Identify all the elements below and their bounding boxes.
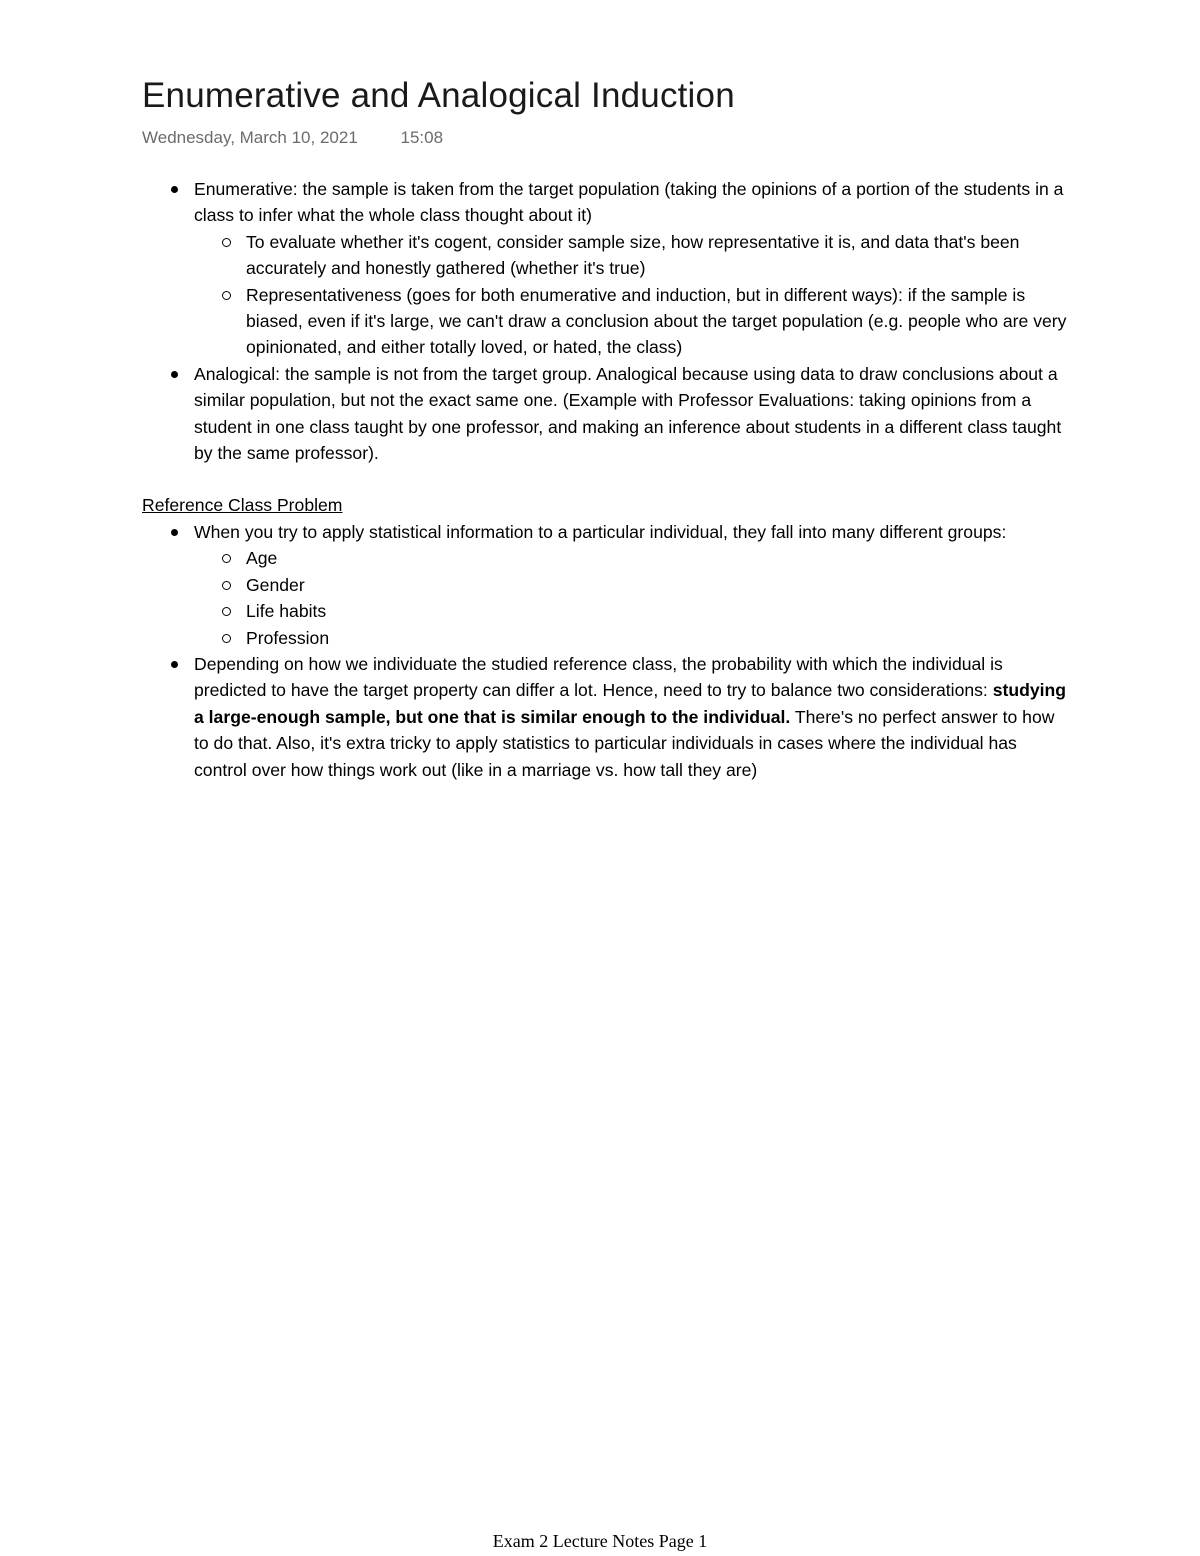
sublist-item-text: Gender	[246, 574, 305, 595]
sublist-item-text: Life habits	[246, 601, 327, 622]
groups-sublist	[194, 545, 1072, 651]
hollow-bullet-icon	[222, 581, 231, 590]
list-item-statistical-info	[142, 519, 1072, 651]
sublist-item-age	[194, 545, 1072, 571]
list-item-text-after: There's no perfect answer to how to do that. Also, it's extra tricky to apply statistics to particular individuals in cases where the individual has control over how things work out (like in a marriage vs. how tall they are)	[194, 706, 1055, 780]
page-timestamp	[142, 127, 443, 149]
list-item-analogical	[142, 361, 1072, 467]
section-heading-reference-class: Reference Class Problem	[142, 495, 343, 516]
list-item-text: Analogical: the sample is not from the target group. Analogical because using data to draw conclusions about a similar population, but not the exact same one. (Example with Professor Evaluations: taking opinions from a student in one class taught by one professor, and making an inference about students in a different class taught by the same professor).	[194, 363, 1062, 464]
hollow-bullet-icon	[222, 291, 231, 300]
hollow-bullet-icon	[222, 607, 231, 616]
hollow-bullet-icon	[222, 634, 231, 643]
sublist-item-text: Age	[246, 548, 278, 569]
filled-bullet-icon	[171, 186, 178, 193]
sublist-item-life-habits	[194, 598, 1072, 624]
list-item-enumerative	[142, 176, 1072, 361]
reference-class-list	[142, 519, 1072, 783]
sublist-item-profession	[194, 625, 1072, 651]
sublist-item-representativeness	[194, 282, 1072, 361]
list-item-text-before: Depending on how we individuate the studied reference class, the probability with which the individual is predicted to have the target property can differ a lot. Hence, need to try to balance two considerations:	[194, 653, 1003, 701]
page-footer: Exam 2 Lecture Notes Page 1	[492, 1531, 708, 1551]
list-item-text: When you try to apply statistical information to a particular individual, they fall into many different groups:	[194, 521, 1007, 542]
sublist-item-text: To evaluate whether it's cogent, consider sample size, how representative it is, and data that's been accurately and honestly gathered (whether it's true)	[246, 231, 1020, 279]
sublist-item-text: Representativeness (goes for both enumerative and induction, but in different ways): if the sample is biased, even if it's large, we can't draw a conclusion about the target population (e.g. people who are very opinionated, and either totally loved, or hated, the class)	[246, 284, 1067, 358]
list-item-individuation	[142, 651, 1072, 783]
sublist-item-text: Profession	[246, 627, 330, 648]
filled-bullet-icon	[171, 371, 178, 378]
enumerative-sublist	[194, 229, 1072, 361]
list-item-text-bold: studying a large-enough sample, but one that is similar enough to the individual.	[194, 680, 1067, 727]
sublist-item-cogency	[194, 229, 1072, 282]
hollow-bullet-icon	[222, 554, 231, 563]
note-content	[142, 176, 1072, 783]
page-title: Enumerative and Analogical Induction	[142, 76, 735, 115]
page-date: Wednesday, March 10, 2021	[142, 128, 358, 147]
hollow-bullet-icon	[222, 238, 231, 247]
page-time: 15:08	[400, 128, 444, 147]
filled-bullet-icon	[171, 529, 178, 536]
sublist-item-gender	[194, 572, 1072, 598]
list-item-text: Enumerative: the sample is taken from the target population (taking the opinions of a portion of the students in a class to infer what the whole class thought about it)	[194, 179, 1064, 226]
filled-bullet-icon	[171, 661, 178, 668]
induction-types-list	[142, 176, 1072, 466]
